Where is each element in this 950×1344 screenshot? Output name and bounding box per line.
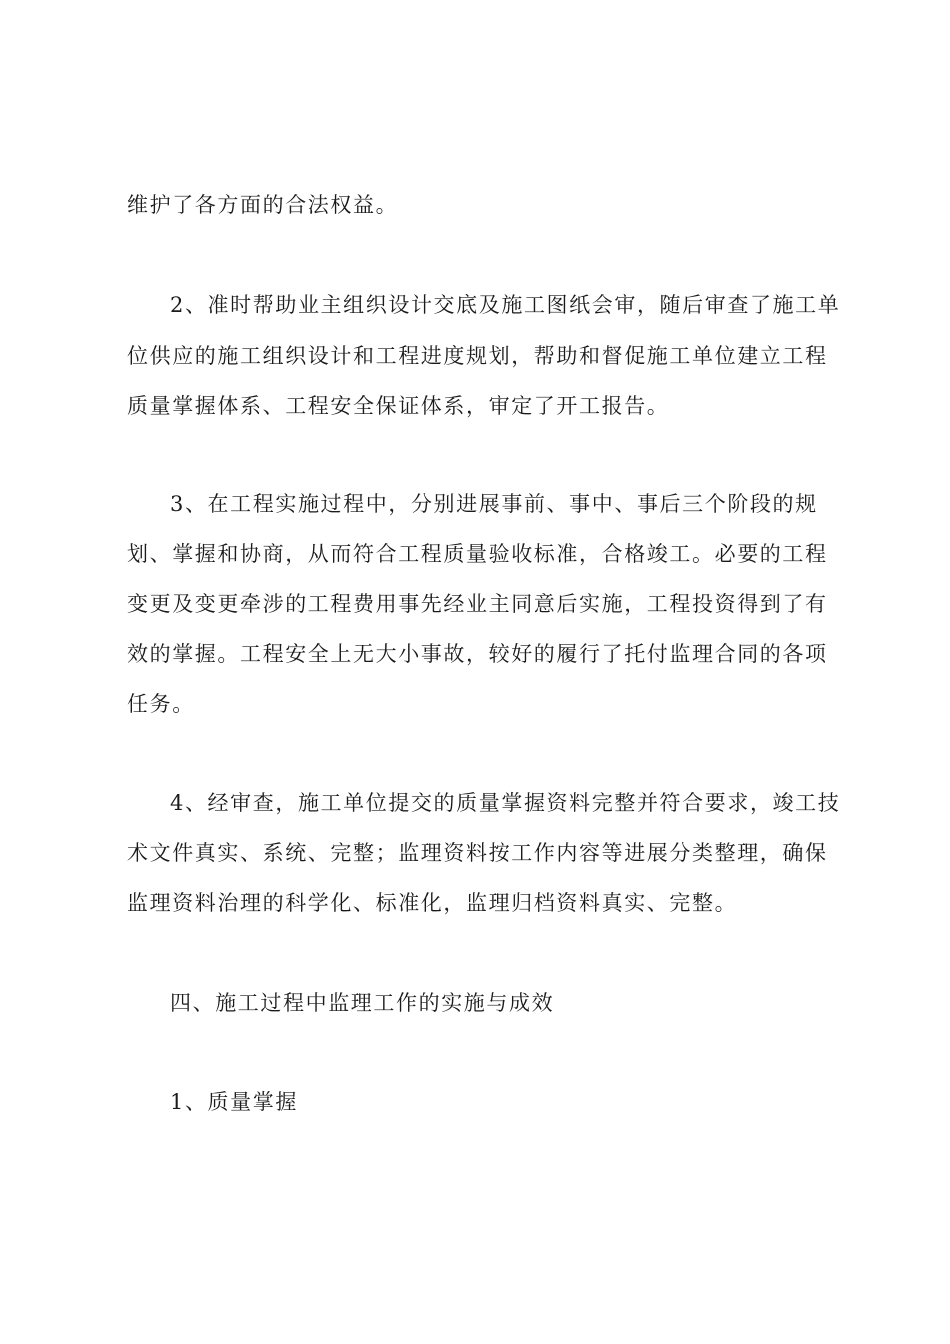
section-heading: 四、施工过程中监理工作的实施与成效 xyxy=(170,991,555,1015)
paragraph-line: 质量掌握体系、工程安全保证体系，审定了开工报告。 xyxy=(127,394,670,418)
subsection-heading: 1、质量掌握 xyxy=(170,1090,298,1114)
paragraph-line: 4、经审查，施工单位提交的质量掌握资料完整并符合要求，竣工技 xyxy=(170,791,841,815)
paragraph-line: 2、准时帮助业主组织设计交底及施工图纸会审，随后审查了施工单 xyxy=(170,293,841,317)
paragraph-line: 变更及变更牵涉的工程费用事先经业主同意后实施，工程投资得到了有 xyxy=(127,592,828,616)
paragraph-line: 划、掌握和协商，从而符合工程质量验收标准，合格竣工。必要的工程 xyxy=(127,542,828,566)
paragraph-line: 维护了各方面的合法权益。 xyxy=(127,193,399,217)
paragraph-line: 任务。 xyxy=(127,692,195,716)
paragraph-line: 3、在工程实施过程中，分别进展事前、事中、事后三个阶段的规 xyxy=(170,492,818,516)
paragraph-line: 位供应的施工组织设计和工程进度规划，帮助和督促施工单位建立工程 xyxy=(127,344,828,368)
paragraph-line: 术文件真实、系统、完整；监理资料按工作内容等进展分类整理，确保 xyxy=(127,841,828,865)
paragraph-line: 监理资料治理的科学化、标准化，监理归档资料真实、完整。 xyxy=(127,891,738,915)
paragraph-line: 效的掌握。工程安全上无大小事故，较好的履行了托付监理合同的各项 xyxy=(127,642,828,666)
